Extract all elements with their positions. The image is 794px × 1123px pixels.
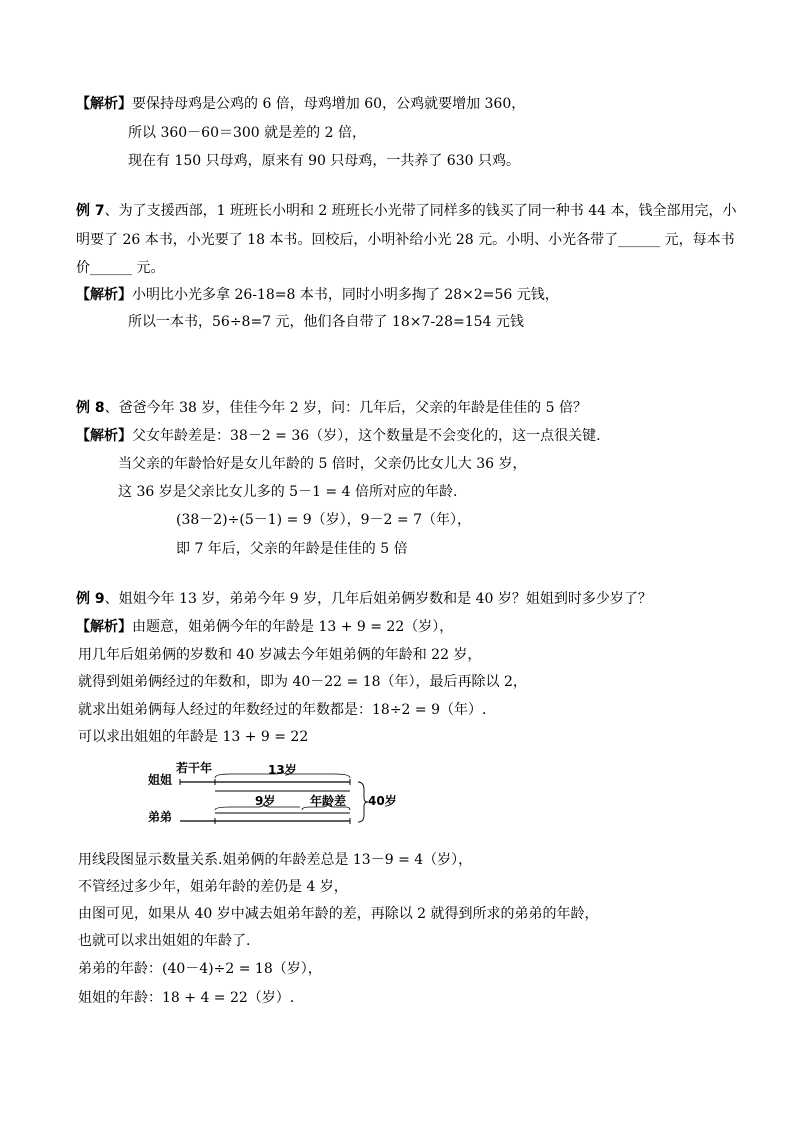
analysis-label: 【解析】 xyxy=(76,428,132,444)
example-8-analysis-line: 这 36 岁是父亲比女儿多的 5－1 = 4 倍所对应的年龄. xyxy=(118,484,458,500)
example-7-question: 例 7、为了支援西部，1 班班长小明和 2 班班长小光带了同样多的钱买了同一种书 44 本，钱全部用完，小 xyxy=(76,203,737,219)
example-9-analysis-line: 姐姐的年龄：18 + 4 = 22（岁）. xyxy=(78,990,295,1006)
example-9-analysis-line: 可以求出姐姐的年龄是 13 + 9 = 22 xyxy=(78,729,309,745)
example-label: 例 7 xyxy=(76,203,105,219)
example-9-analysis-line: 由图可见，如果从 40 岁中减去姐弟年龄的差，再除以 2 就得到所求的弟弟的年龄， xyxy=(78,906,599,922)
example-8-analysis-line: (38－2)÷(5－1) = 9（岁），9－2 = 7（年）， xyxy=(176,512,472,528)
example-8-question: 例 8、爸爸今年 38 岁，佳佳今年 2 岁，问：几年后，父亲的年龄是佳佳的 5 倍？ xyxy=(76,400,587,416)
example-8-analysis-line: 即 7 年后，父亲的年龄是佳佳的 5 倍 xyxy=(176,541,408,557)
example-9-analysis-line: 不管经过多少年，姐弟年龄的差仍是 4 岁， xyxy=(78,879,348,895)
example-7-analysis-line: 所以一本书，56÷8=7 元，他们各自带了 18×7-28=154 元钱 xyxy=(128,314,524,330)
example-9-analysis-line: 也就可以求出姐姐的年龄了. xyxy=(78,933,251,949)
example-7-question-line: 明要了 26 本书，小光要了 18 本书。回校后，小明补给小光 28 元。小明、小光各带了______ 元，每本书 xyxy=(76,232,735,248)
example-8-analysis: 【解析】父女年龄差是：38－2 = 36（岁），这个数量是不会变化的，这一点很关键. xyxy=(76,428,601,444)
age-13-label: 13岁 xyxy=(268,763,297,777)
analysis-label: 【解析】 xyxy=(76,619,132,635)
example-9-analysis-line: 就得到姐弟俩经过的年数和，即为 40－22 = 18（年），最后再除以 2， xyxy=(78,674,527,690)
analysis-label: 【解析】 xyxy=(76,96,132,112)
analysis-label: 【解析】 xyxy=(76,287,132,303)
age-diff-label: 年龄差 xyxy=(310,794,347,808)
line-segment-diagram xyxy=(140,760,410,835)
sister-label: 姐姐 xyxy=(148,773,173,787)
example-9-question: 例 9、姐姐今年 13 岁，弟弟今年 9 岁，几年后姐弟俩岁数和是 40 岁？姐姐到时多少岁了？ xyxy=(76,591,652,607)
brace-40 xyxy=(358,782,368,822)
example-9-analysis-line: 就求出姐弟俩每人经过的年数经过的年数都是：18÷2 = 9（年）. xyxy=(78,702,487,718)
example-label: 例 9 xyxy=(76,591,105,607)
example-9-analysis-line: 弟弟的年龄：(40－4)÷2 = 18（岁）， xyxy=(78,961,322,977)
years-label: 若干年 xyxy=(176,761,213,775)
example-7-question-line: 价______ 元。 xyxy=(76,260,165,276)
analysis-line: 所以 360－60＝300 就是差的 2 倍， xyxy=(128,125,366,141)
example-9-analysis: 【解析】由题意，姐弟俩今年的年龄是 13 + 9 = 22（岁）， xyxy=(76,619,454,635)
analysis-line: 【解析】要保持母鸡是公鸡的 6 倍，母鸡增加 60，公鸡就要增加 360， xyxy=(76,96,526,112)
example-9-analysis-line: 用线段图显示数量关系.姐弟俩的年龄差总是 13－9 = 4（岁）， xyxy=(78,852,473,868)
example-7-analysis: 【解析】小明比小光多拿 26-18=8 本书，同时小明多掏了 28×2=56 元钱， xyxy=(76,287,559,303)
example-8-analysis-line: 当父亲的年龄恰好是女儿年龄的 5 倍时，父亲仍比女儿大 36 岁， xyxy=(118,456,527,472)
example-9-analysis-line: 用几年后姐弟俩的岁数和 40 岁减去今年姐弟俩的年龄和 22 岁， xyxy=(78,647,482,663)
brother-label: 弟弟 xyxy=(148,810,173,824)
total-age-label: 40岁 xyxy=(368,794,397,808)
analysis-line: 现在有 150 只母鸡，原来有 90 只母鸡，一共养了 630 只鸡。 xyxy=(128,153,520,169)
example-label: 例 8 xyxy=(76,400,105,416)
age-9-label: 9岁 xyxy=(255,794,276,808)
